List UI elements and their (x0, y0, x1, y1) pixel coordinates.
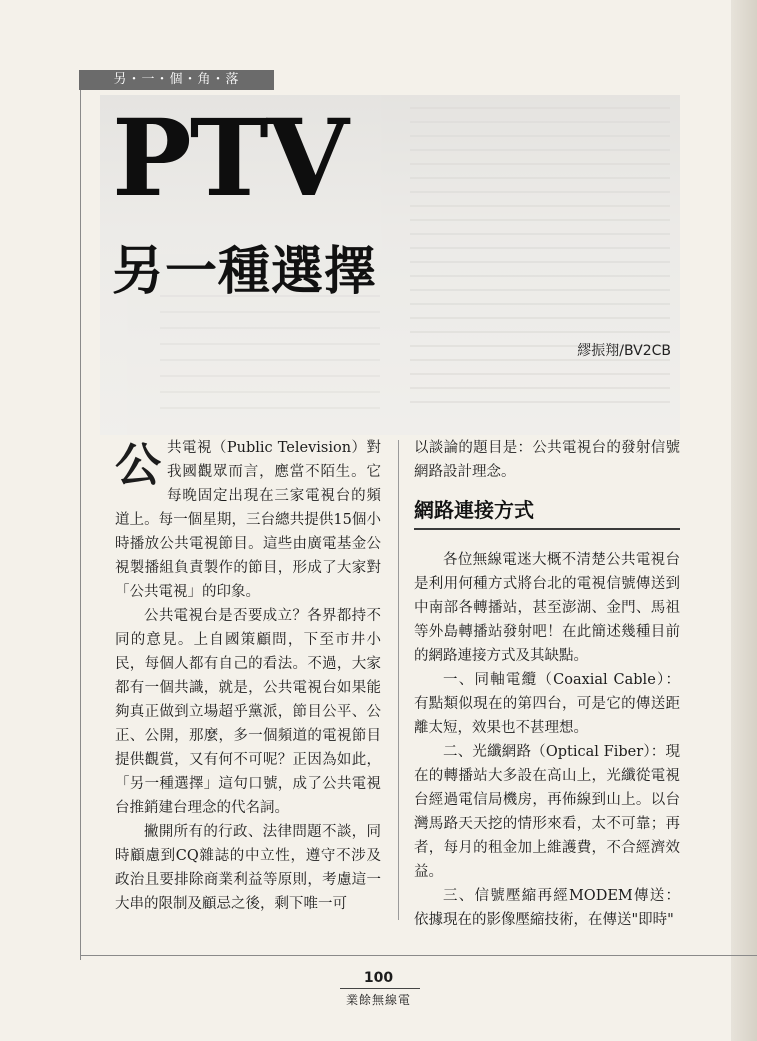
section-heading (414, 496, 680, 530)
paragraph-modem: 三、信號壓縮再經MODEM傳送：依據現在的影像壓縮技術，在傳送"即時" (414, 888, 680, 928)
background-text-lines-left (160, 295, 380, 415)
paragraph-fiber: 二、光纖網路（Optical Fiber）：現在的轉播站大多設在高山上，光纖從電視台經過電信局機房，再佈線到山上。以台灣馬路天天挖的情形來看，太不可靠；再者，每月的租金加上維護費，不合經濟效益。 (414, 744, 680, 880)
paragraph-coaxial: 一、同軸電纜（Coaxial Cable）：有點類似現在的第四台，可是它的傳送距離太短，效果也不甚理想。 (414, 672, 680, 736)
frame-bottom-rule (80, 955, 757, 956)
paragraph-continued: 以談論的題目是：公共電視台的發射信號網路設計理念。 (414, 440, 680, 480)
paragraph-consensus: 公共電視台是否要成立？各界都持不同的意見。上自國策顧問，下至市井小民，每個人都有自己的看法。不過，大家都有一個共識，就是，公共電視台如果能夠真正做到立場超乎黨派，節目公平、公正、公開，那麼，多一個頻道的電視節目提供觀賞，又有何不可呢？正因為如此，「另一種選擇」這句口號，成了公共電視台推銷建台理念的代名詞。 (115, 608, 381, 816)
paragraph-topic: 撇開所有的行政、法律問題不談，同時顧慮到CQ雜誌的中立性，遵守不涉及政治且要排除商業利益等原則，考慮這一大串的限制及顧忌之後，剩下唯一可 (115, 824, 381, 912)
article-title: PTV (112, 95, 347, 220)
article-author: 繆振翔/BV2CB (577, 343, 671, 359)
paragraph-network-intro: 各位無線電迷大概不清楚公共電視台是利用何種方式將台北的電視信號傳送到中南部各轉播站，甚至澎湖、金門、馬祖等外島轉播站發射吧！在此簡述幾種目前的網路連接方式及其缺點。 (414, 552, 680, 664)
drop-cap: 公 (115, 438, 161, 492)
magazine-name: 業餘無線電 (345, 993, 411, 1007)
footer-rule (340, 988, 420, 989)
article-subtitle: 另一種選擇 (112, 242, 378, 302)
right-column (414, 436, 680, 932)
page-edge (731, 0, 757, 1041)
paragraph-intro-text: 共電視（Public Television）對我國觀眾而言，應當不陌生。它每晚固定出現在三家電視台的頻道上。每一個星期，三台總共提供15個小時播放公共電視節目。這些由廣電基金公視製播組負責製作的節目，形成了大家對「公共電視」的印象。 (115, 440, 381, 600)
left-column (115, 436, 381, 916)
frame-left-rule (80, 90, 81, 960)
column-divider (398, 440, 399, 920)
section-tag: 另・一・個・角・落 (79, 70, 274, 90)
page-number: 100 (363, 970, 394, 986)
background-text-lines (410, 107, 670, 407)
paragraph-intro (115, 436, 381, 604)
section-heading-text: 網路連接方式 (414, 498, 534, 522)
